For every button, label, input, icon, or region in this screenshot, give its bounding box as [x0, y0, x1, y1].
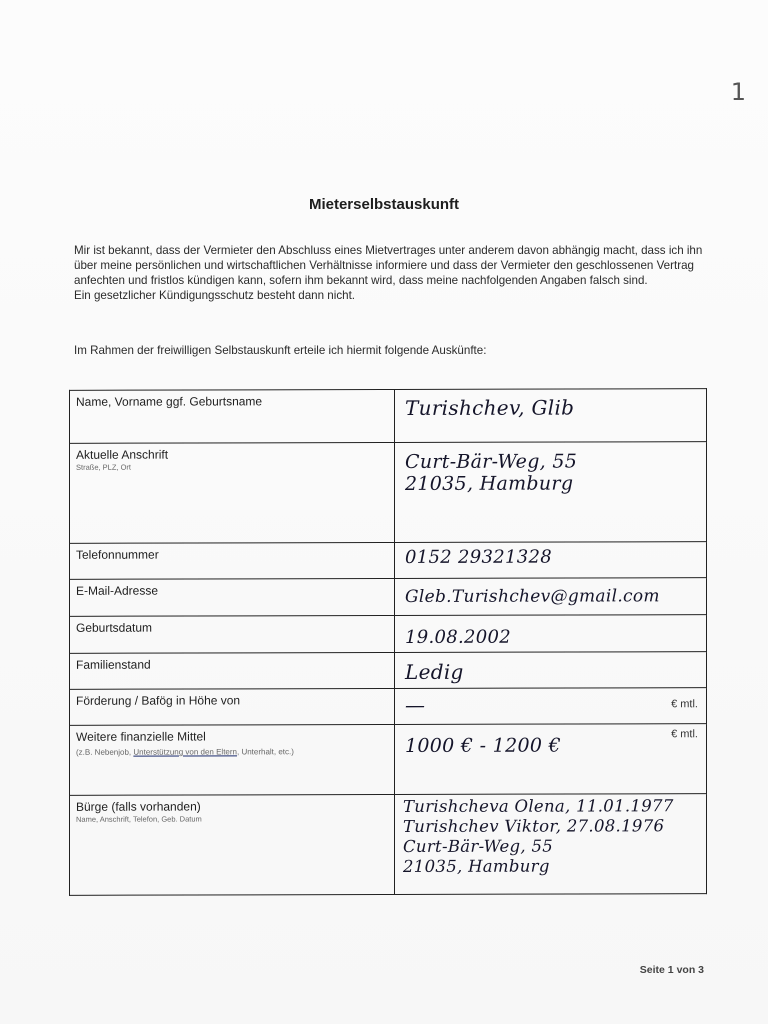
guarantor-sublabel: Name, Anschrift, Telefon, Geb. Datum [76, 814, 202, 824]
email-label: E-Mail-Adresse [76, 583, 159, 598]
page-footer: Seite 1 von 3 [639, 964, 704, 976]
phone-value: 0152 29321328 [405, 546, 553, 568]
label-cell [70, 794, 395, 895]
page-number: 1 [730, 78, 746, 106]
table-row-address [70, 442, 707, 544]
guarantor-value-line3: Curt-Bär-Weg, 55 [403, 836, 554, 856]
birthdate-value: 19.08.2002 [405, 626, 512, 648]
label-cell [70, 688, 395, 725]
label-cell [70, 442, 395, 543]
marital-field[interactable] [395, 652, 707, 689]
address-sublabel: Straße, PLZ, Ort [76, 462, 132, 472]
funds-unit: € mtl. [671, 728, 698, 741]
funding-unit: € mtl. [671, 698, 698, 711]
table-row-guarantor [70, 794, 707, 896]
funds-label: Weitere finanzielle Mittel [76, 729, 206, 744]
label-cell [70, 652, 395, 689]
phone-label: Telefonnummer [76, 547, 159, 562]
funds-value: 1000 € - 1200 € [405, 734, 561, 757]
address-value-line1: Curt-Bär-Weg, 55 [405, 450, 578, 473]
guarantor-value-line1: Turishcheva Olena, 11.01.1977 [403, 796, 674, 816]
address-field[interactable] [395, 442, 707, 543]
table-row-email [70, 578, 707, 617]
table-row-phone [70, 542, 707, 580]
table-row-funds [70, 724, 707, 796]
funds-sublabel-suffix: , Unterhalt, etc.) [237, 747, 294, 757]
document-title: Mieterselbstauskunft [308, 196, 460, 213]
intro-text: Mir ist bekannt, dass der Vermieter den Abschluss eines Mietvertrages unter anderem davon abhängig macht, dass ich ihn über meine persönlichen und wirtschaftlichen Verhältnisse informiere und dass der Vermieter den geschlossenen Vertrag anfechten und fristlos kündigen kann, sofern ihm bekannt wird, dass meine nachfolgenden Angaben falsch sind. [74, 244, 703, 287]
funds-sublabel-underlined: Unterstützung von den Eltern [133, 747, 237, 757]
table-row-name [70, 389, 707, 444]
funding-value: — [405, 692, 426, 717]
tenant-info-table [69, 388, 707, 896]
funding-field[interactable] [395, 688, 707, 725]
birthdate-field[interactable] [395, 615, 707, 653]
phone-field[interactable] [395, 542, 707, 579]
label-cell [70, 724, 395, 795]
funds-field[interactable] [395, 724, 707, 795]
guarantor-value-line2: Turishchev Viktor, 27.08.1976 [403, 816, 665, 836]
label-cell [70, 578, 395, 616]
guarantor-field[interactable] [395, 794, 707, 895]
address-label: Aktuelle Anschrift [76, 447, 169, 462]
guarantor-value-line4: 21035, Hamburg [403, 856, 550, 876]
table-row-funding [70, 688, 707, 726]
funds-sublabel [76, 747, 388, 757]
funds-sublabel-prefix: (z.B. Nebenjob, [76, 747, 134, 757]
address-value-line2: 21035, Hamburg [405, 472, 574, 495]
intro-text-protection: Ein gesetzlicher Kündigungsschutz besteht dann nicht. [74, 289, 356, 302]
label-cell [70, 389, 395, 443]
marital-label: Familienstand [76, 657, 151, 672]
intro-paragraph [74, 243, 704, 303]
name-field[interactable] [395, 389, 707, 443]
birthdate-label: Geburtsdatum [76, 620, 153, 635]
funding-label: Förderung / Bafög in Höhe von [76, 693, 241, 708]
email-value: Gleb.Turishchev@gmail.com [405, 586, 660, 607]
marital-value: Ledig [405, 659, 464, 684]
name-value: Turishchev, Glib [405, 395, 575, 420]
name-label: Name, Vorname ggf. Geburtsname [76, 394, 263, 409]
label-cell [70, 615, 395, 653]
lead-text: Im Rahmen der freiwilligen Selbstauskunft erteile ich hiermit folgende Auskünfte: [74, 344, 487, 357]
guarantor-label: Bürge (falls vorhanden) [76, 799, 201, 814]
label-cell [70, 542, 395, 579]
table-row-marital [70, 652, 707, 690]
email-field[interactable] [395, 578, 707, 616]
table-row-birthdate [70, 615, 707, 654]
